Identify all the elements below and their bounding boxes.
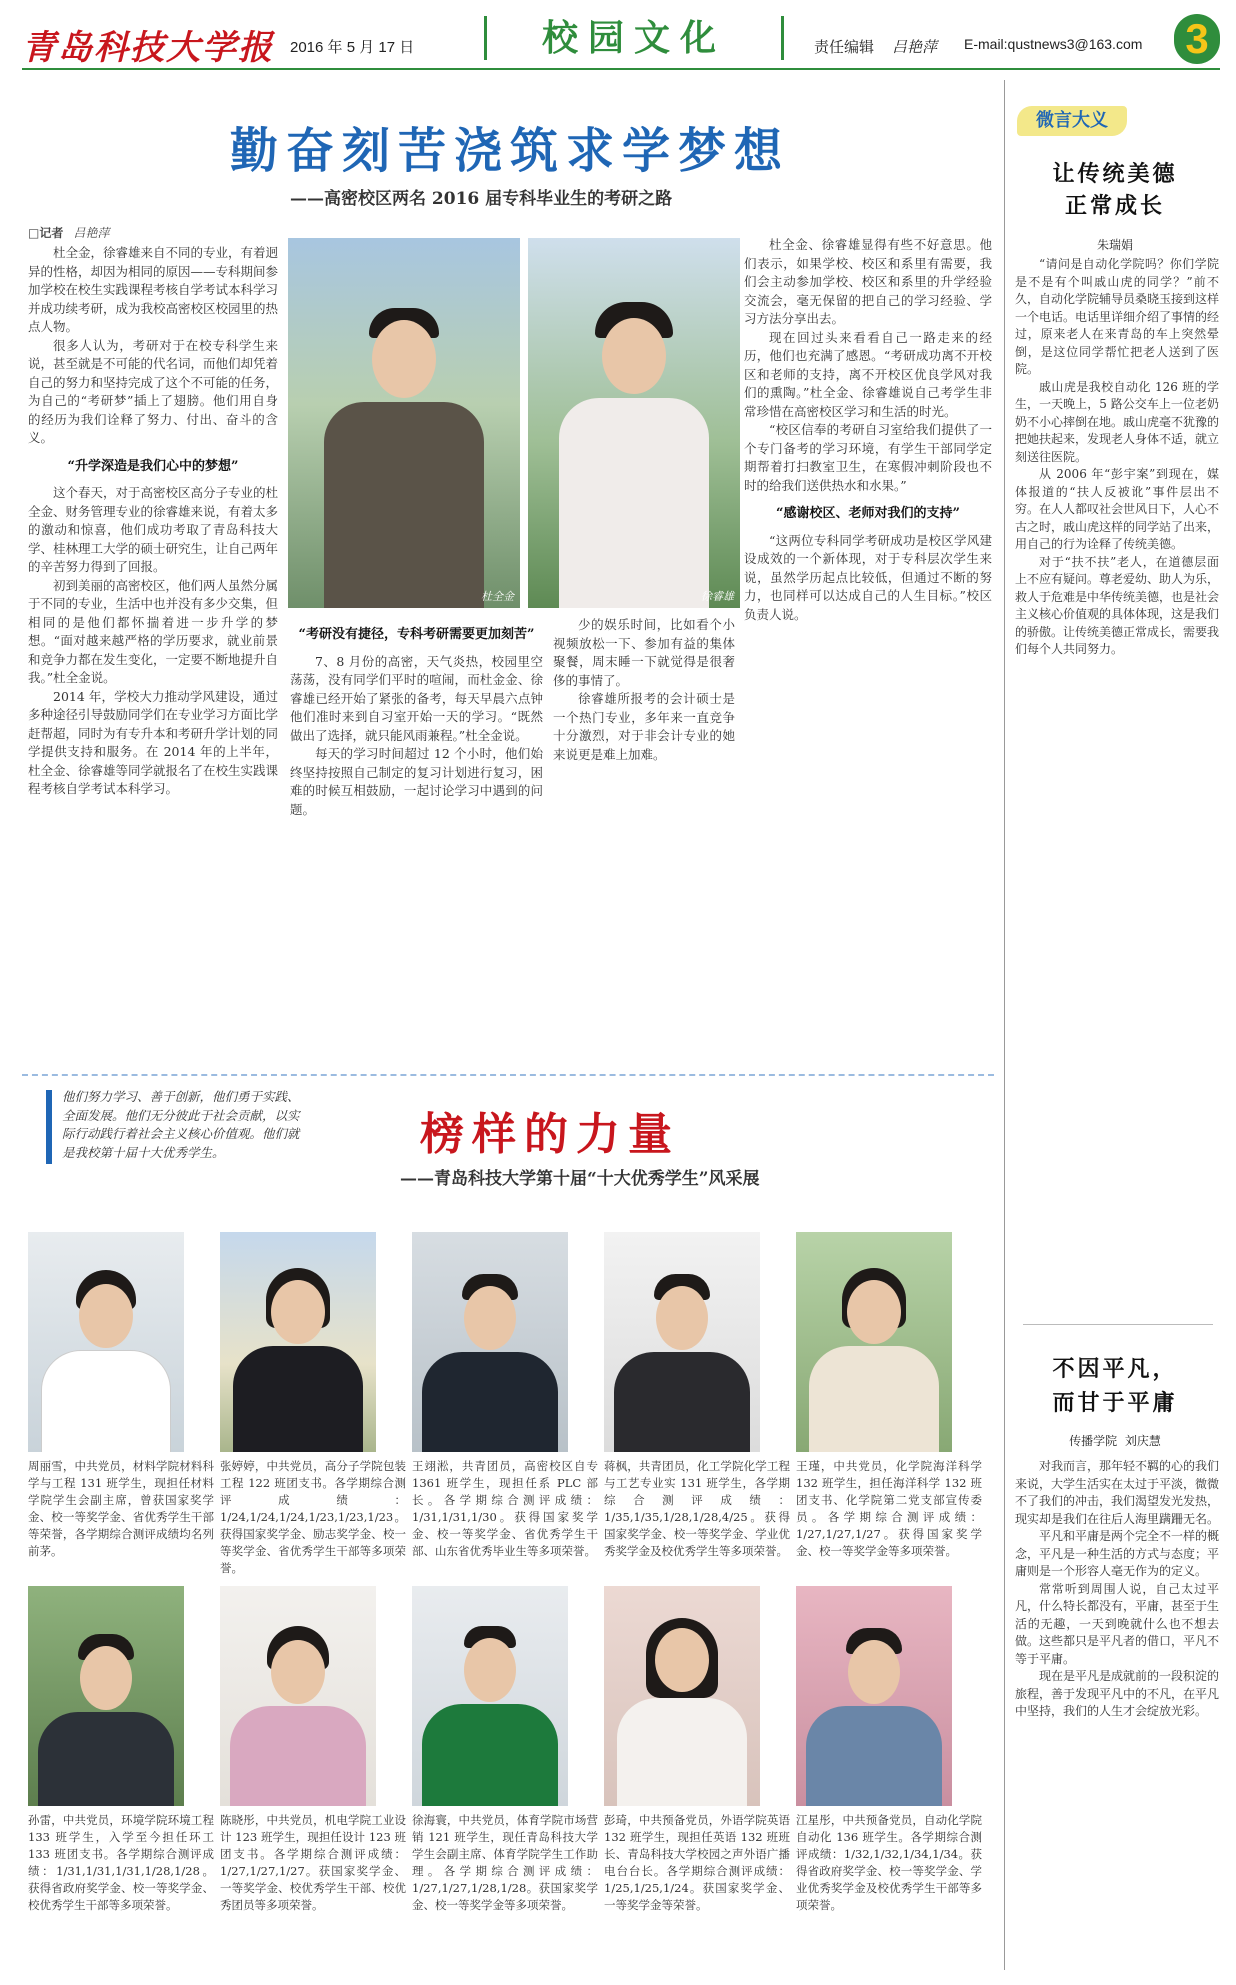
article1-byline: □记者 吕艳萍 bbox=[28, 226, 110, 240]
paragraph: 戚山虎是我校自动化 126 班的学生，一天晚上，5 路公交车上一位老奶奶不小心摔倒在地。戚山虎毫不犹豫的把她扶起来，发现老人身体不适，就立刻送往医院。 bbox=[1015, 379, 1219, 464]
masthead bbox=[22, 14, 1220, 70]
paragraph: 7、8 月份的高密，天气炎热，校园里空荡荡，没有同学们平时的喧闹，而杜金金、徐睿雄已经开始了紧张的备考，每天早晨六点钟他们准时来到自习室开始一天的学习。“既然做出了选择，就只能风雨兼程。”杜全金说。 bbox=[290, 653, 543, 743]
student-card bbox=[604, 1232, 790, 1623]
article1-column-4 bbox=[744, 236, 992, 1066]
article1-column-2 bbox=[290, 616, 543, 1066]
student-card bbox=[220, 1232, 406, 1623]
paragraph: 这个春天，对于高密校区高分子专业的杜全金、财务管理专业的徐睿雄来说，有着太多的激动和惊喜，他们成功考取了青岛科技大学、桂林理工大学的硕士研究生，让自己两年的辛苦努力得到了回报。 bbox=[28, 485, 278, 574]
editor-label: 责任编辑 bbox=[814, 39, 875, 56]
paragraph: 从 2006 年“彭宇案”到现在，媒体报道的“扶人反被讹”事件层出不穷。在人人都叹社会世风日下，人心不古之时，戚山虎这样的同学站了出来，用自己的行为诠释了传统美德。 bbox=[1015, 467, 1219, 551]
side-article1-body bbox=[1015, 256, 1219, 1318]
student-card bbox=[412, 1586, 598, 1977]
section-title: 校园文化 bbox=[484, 16, 784, 60]
student-description: 张婷婷，中共党员，高分子学院包装工程 122 班团支书。各学期综合测评成绩：1/24,1/24,1/24,1/23,1/23,1/23。获得国家奖学金、励志奖学金、校一等奖学金、省优秀学生干部等多项荣誉。 bbox=[220, 1459, 406, 1575]
student-description: 王翊淞，共青团员，高密校区自专 1361 班学生，现担任系 PLC 部长。各学期综合测评成绩：1/31,1/31,1/30。获得国家奖学金、校一等奖学金、省优秀学生干部、山东省优秀毕业生等多项荣誉。 bbox=[412, 1459, 598, 1558]
paper-name: 青岛科技大学报 bbox=[22, 28, 274, 68]
article2-title: 榜样的力量 bbox=[420, 1109, 680, 1160]
paragraph: 现在回过头来看看自己一路走来的经历，他们也充满了感恩。“考研成功离不开校区和老师的支持，离不开校区优良学风对我们的熏陶。”杜全金、徐睿雄说自己考学生非常珍惜在高密校区学习和生活的时光。 bbox=[744, 329, 992, 419]
article1-title: 勤奋刻苦浇筑求学梦想 bbox=[229, 123, 790, 179]
paragraph: 对于“扶不扶”老人，在道德层面上不应有疑问。尊老爱幼、助人为乐，救人于危难是中华传统美德，也是社会主义核心价值观的具体体现，这是我们的骄傲。让传统美德正常成长，需要我们每个人共同努力。 bbox=[1015, 554, 1219, 656]
student-card bbox=[220, 1586, 406, 1977]
subheading: “感谢校区、老师对我们的支持” bbox=[776, 506, 960, 521]
subheading: “升学深造是我们心中的梦想” bbox=[67, 458, 239, 474]
student-card bbox=[28, 1586, 214, 1977]
student-description: 彭琦，中共预备党员，外语学院英语 132 班学生，现担任英语 132 班班长、青岛科技大学校园之声外语广播电台台长。各学期综合测评成绩：1/25,1/25,1/24。获国家奖学金、一等奖学金等荣誉。 bbox=[604, 1813, 790, 1912]
student-description: 江星彤，中共预备党员，自动化学院自动化 136 班学生。各学期综合测评成绩：1/32,1/32,1/34,1/34。获得省政府奖学金、校一等奖学金、学业优秀奖学金及校优秀学生干部等多项荣誉。 bbox=[796, 1813, 982, 1912]
article2-subtitle: ——青岛科技大学第十届“十大优秀学生”风采展 bbox=[400, 1169, 760, 1189]
paragraph: “请问是自动化学院吗？你们学院是不是有个叫戚山虎的同学？”前不久，自动化学院辅导员桑晓玉接到这样一个电话。电话里详细介绍了事情的经过，原来老人在来青岛的车上突然晕倒，是这位同学帮忙把老人送到了医院。 bbox=[1015, 257, 1219, 376]
student-photo bbox=[604, 1586, 760, 1806]
side-article1-title: 让传统美德 正常成长 bbox=[1052, 161, 1178, 219]
divider bbox=[1023, 1324, 1213, 1325]
subheading: “考研没有捷径，专科考研需要更加刻苦” bbox=[298, 627, 535, 642]
person-figure bbox=[559, 302, 709, 608]
side-article2-author: 传播学院 刘庆慧 bbox=[1069, 1434, 1161, 1448]
student-description: 孙雷，中共党员，环境学院环境工程 133 班学生，入学至今担任环工 133 班团支书。各学期综合测评成绩：1/31,1/31,1/31,1/28,1/28。获得省政府奖学金、校一等奖学金、校优秀学生干部等多项荣誉。 bbox=[28, 1813, 214, 1912]
student-description: 陈晓彤，中共党员，机电学院工业设计 123 班学生，现担任设计 123 班团支书。各学期综合测评成绩：1/27,1/27,1/27。获国家奖学金、一等奖学金、校优秀学生干部、校优秀团员等多项荣誉。 bbox=[220, 1813, 406, 1912]
page-number: 3 bbox=[1174, 14, 1220, 64]
paragraph: 平凡和平庸是两个完全不一样的概念，平凡是一种生活的方式与态度；平庸则是一个形容人毫无作为的定义。 bbox=[1015, 1529, 1219, 1578]
student-description: 蒋枫，共青团员，化工学院化学工程与工艺专业实 131 班学生，各学期综合测评成绩：1/35,1/35,1/28,1/28,4/25。获得国家奖学金、校一等奖学金、学业优秀奖学金及校优秀学生等多项荣誉。 bbox=[604, 1459, 790, 1558]
photo-xu-ruixiong bbox=[528, 238, 740, 608]
section-divider bbox=[22, 1074, 994, 1076]
side-column bbox=[1004, 80, 1220, 1970]
paragraph: 初到美丽的高密校区，他们两人虽然分属于不同的专业，生活中也并没有多少交集，但相同的是他们都怀揣着进一步升学的梦想。“面对越来越严格的学历要求，就业前景和竞争力都在发生变化，一定要不断地提升自我。”杜全金说。 bbox=[28, 577, 278, 685]
student-card bbox=[796, 1232, 982, 1623]
student-photo bbox=[220, 1586, 376, 1806]
paragraph: “校区信奉的考研自习室给我们提供了一个专门备考的学习环境，有学生干部同学定期帮着打扫教室卫生，在寒假冲刺阶段也不时的给我们送供热水和水果。” bbox=[744, 422, 992, 493]
paragraph: 杜全金，徐睿雄来自不同的专业，有着迥异的性格，却因为相同的原因——专科期间参加学校在校生实践课程考核自学考试本科学习并成功续考研，成为我校高密校区校园里的热点人物。 bbox=[28, 245, 278, 334]
paragraph: 每天的学习时间超过 12 个小时，他们始终坚持按照自己制定的复习计划进行复习，困难的时候互相鼓励，一起讨论学习中遇到的问题。 bbox=[290, 746, 543, 817]
article1-column-3 bbox=[553, 616, 735, 1066]
student-description: 徐海寰，中共党员，体育学院市场营销 121 班学生，现任青岛科技大学学生会副主席、体育学院学生工作助理。各学期综合测评成绩：1/27,1/27,1/28,1/28。获国家奖学金、校一等奖学金等多项荣誉。 bbox=[412, 1813, 598, 1912]
person-figure bbox=[324, 308, 484, 608]
article1-subtitle: ——高密校区两名 2016 届专科毕业生的考研之路 bbox=[290, 189, 673, 209]
editor-email: E-mail:qustnews3@163.com bbox=[964, 36, 1143, 52]
student-card bbox=[28, 1232, 214, 1623]
side-article2-body bbox=[1015, 1458, 1219, 1985]
photo-caption: 杜全金 bbox=[481, 590, 514, 603]
paragraph: “这两位专科同学考研成功是校区学风建设成效的一个新体现，对于专科层次学生来说，虽然学历起点比较低，但通过不断的努力，也同样可以达成自己的人生目标。”校区负责人说。 bbox=[744, 532, 992, 622]
article1-column-1 bbox=[28, 244, 278, 1066]
photo-du-quanjin bbox=[288, 238, 520, 608]
paragraph: 很多人认为，考研对于在校专科学生来说，甚至就是不可能的代名词，而他们却凭着自己的努力和坚持完成了这个不可能的任务，为自己的“考研梦”插上了翅膀。他们用自身的经历为我们诠释了努力、付出、奋斗的含义。 bbox=[28, 337, 278, 445]
article2-intro: 他们努力学习、善于创新，他们勇于实践、全面发展。他们无分彼此于社会贡献，以实际行动践行着社会主义核心价值观。他们就是我校第十届十大优秀学生。 bbox=[62, 1089, 300, 1160]
issue-date: 2016 年 5 月 17 日 bbox=[290, 39, 415, 56]
side-article2-title: 不因平凡， 而甘于平庸 bbox=[1052, 1356, 1178, 1416]
paragraph: 杜全金、徐睿雄显得有些不好意思。他们表示，如果学校、校区和系里有需要，我们会主动参加学校、校区和系里的升学经验交流会，毫无保留的把自己的学习经验、学习方法分享出去。 bbox=[744, 237, 992, 326]
student-photo bbox=[796, 1232, 952, 1452]
student-photo bbox=[796, 1586, 952, 1806]
side-article1-author: 朱瑞娟 bbox=[1096, 238, 1133, 252]
photo-caption: 徐睿雄 bbox=[701, 590, 734, 603]
student-photo bbox=[28, 1232, 184, 1452]
student-photo bbox=[220, 1232, 376, 1452]
paragraph: 2014 年，学校大力推动学风建设，通过多种途径引导鼓励同学们在专业学习方面比学赶帮超，同时为有专升本和考研升学计划的同学提供支持和服务。在 2014 年的上半年，杜全金、徐睿雄等同学就报名了在校生实践课程考核自学考试本科学习。 bbox=[28, 688, 278, 796]
student-photo bbox=[412, 1586, 568, 1806]
student-description: 王瑾，中共党员，化学院海洋科学 132 班学生，担任海洋科学 132 班团支书、化学院第二党支部宣传委员。各学期综合测评成绩：1/27,1/27,1/27。获得国家奖学金、校一等奖学金等多项荣誉。 bbox=[796, 1459, 982, 1558]
student-card bbox=[604, 1586, 790, 1977]
paragraph: 徐睿雄所报考的会计硕士是一个热门专业，多年来一直竞争十分激烈，对于非会计专业的她来说更是难上加难。 bbox=[553, 691, 735, 762]
paragraph: 常常听到周围人说，自己太过平凡，什么特长都没有，平庸，甚至于生活的无趣，一天到晚就什么也不想去做。这些都只是平凡者的借口，平凡不等于平庸。 bbox=[1015, 1581, 1219, 1666]
paragraph: 少的娱乐时间，比如看个小视频放松一下、参加有益的集体聚餐，周末睡一下就觉得是很奢侈的事情了。 bbox=[553, 617, 735, 688]
student-photo bbox=[412, 1232, 568, 1452]
student-card bbox=[412, 1232, 598, 1623]
paragraph: 现在是平凡是成就前的一段积淀的旅程，善于发现平凡中的不凡，在平凡中坚持，我们的人生才会绽放光彩。 bbox=[1015, 1669, 1219, 1718]
editor-name: 吕艳萍 bbox=[892, 38, 938, 56]
intro-accent-bar bbox=[46, 1090, 52, 1164]
student-description: 周丽雪，中共党员，材料学院材料科学与工程 131 班学生，现担任材料学院学生会副主席，曾获国家奖学金、校一等奖学金、省优秀学生干部等荣誉，各学期综合测评成绩均名列前茅。 bbox=[28, 1459, 214, 1558]
student-card bbox=[796, 1586, 982, 1977]
student-photo bbox=[604, 1232, 760, 1452]
student-photo bbox=[28, 1586, 184, 1806]
column-tag: 微言大义 bbox=[1017, 106, 1127, 136]
paragraph: 对我而言，那年轻不羁的心的我们来说，大学生活实在太过于平淡，微微不了我们的冲击，我们渴望发光发热，现实却是我们在往后人海里蹒跚无名。 bbox=[1015, 1459, 1219, 1526]
